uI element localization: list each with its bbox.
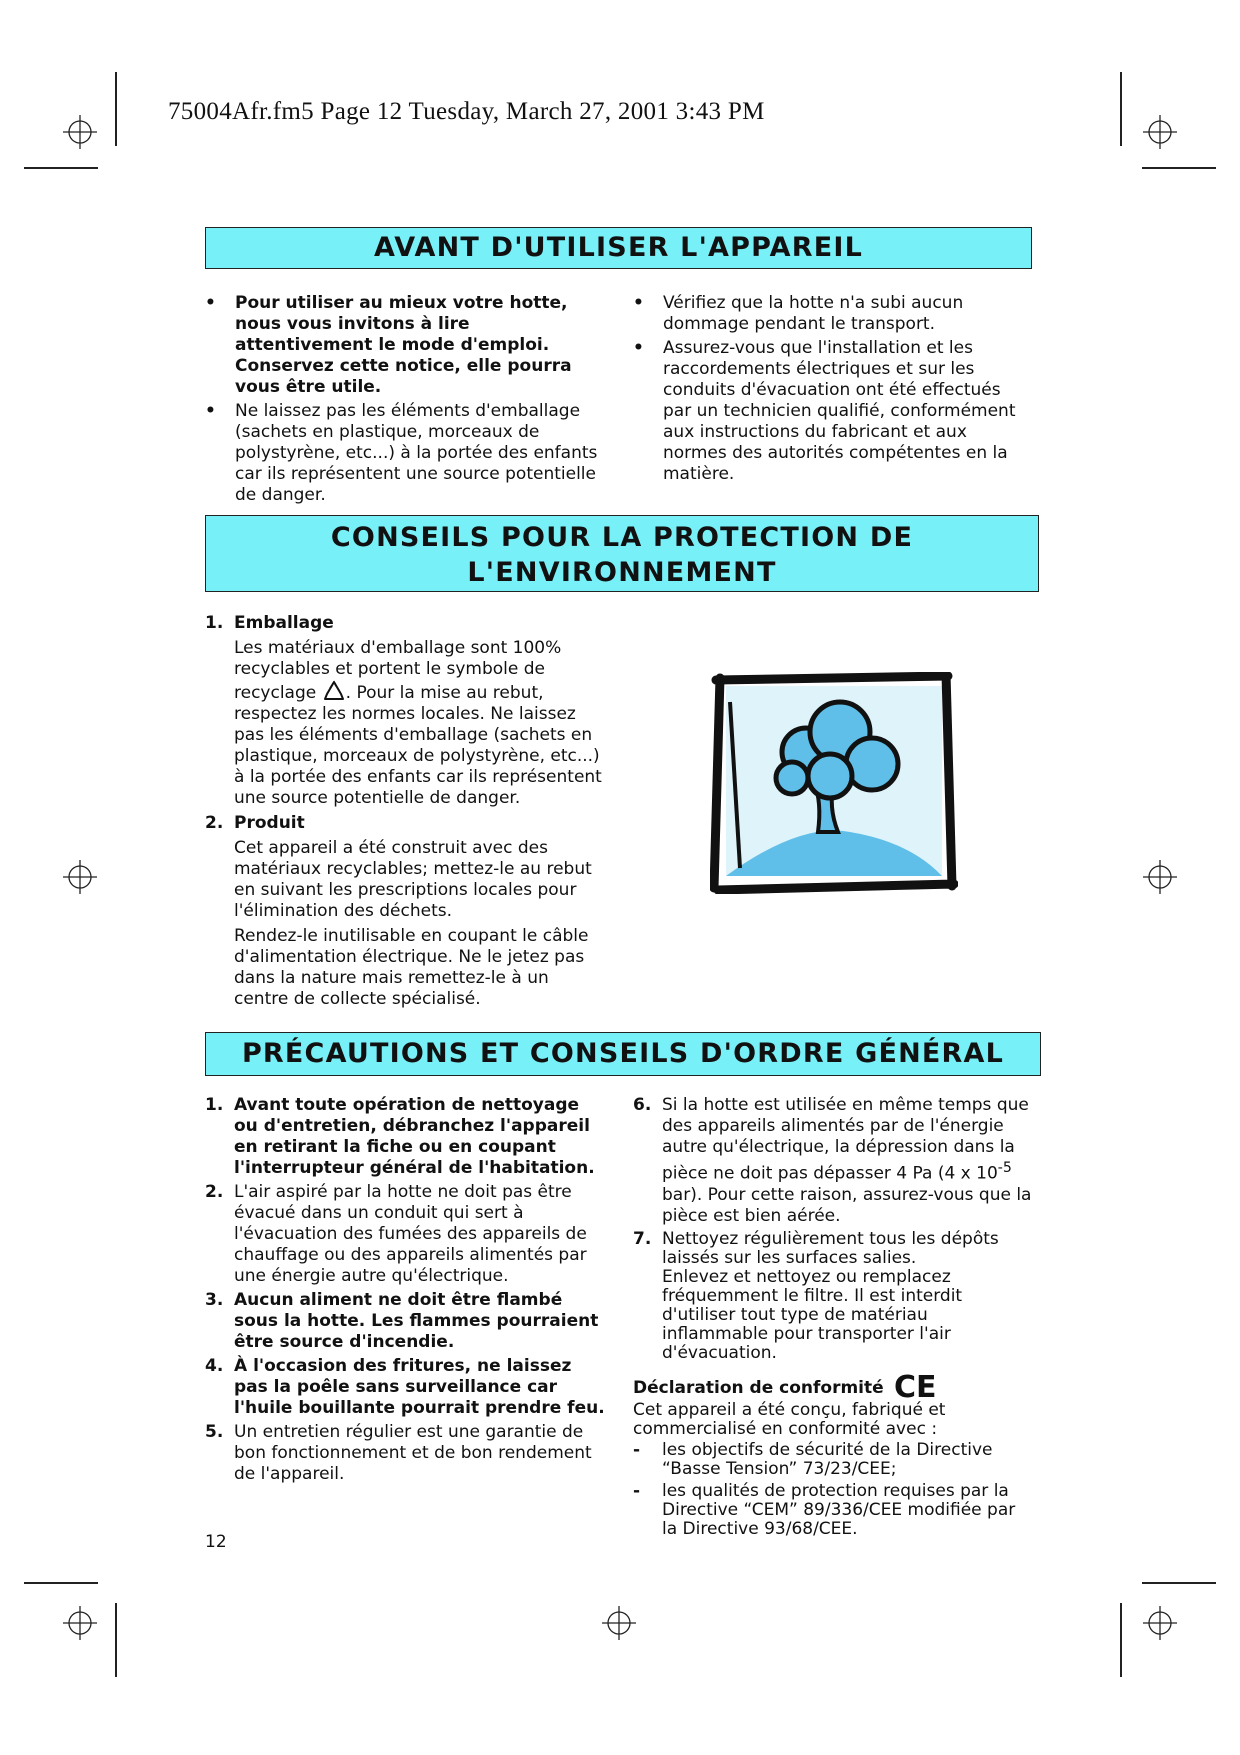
list-item bbox=[205, 401, 605, 506]
item-text: Rendez-le inutilisable en coupant le câble d'alimentation électrique. Ne le jetez pas dans la nature mais remettez-le à un centre de collecte spécialisé. bbox=[234, 926, 589, 1009]
list-item bbox=[205, 1290, 605, 1353]
item-text: L'air aspiré par la hotte ne doit pas être évacué dans un conduit qui sert à l'évacuation des fumées des appareils de chauffage ou des appareils alimentés par une énergie autre qu'électrique. bbox=[234, 1182, 587, 1286]
item-number: 2. bbox=[205, 1182, 224, 1202]
registration-mark-icon bbox=[63, 115, 97, 149]
item-heading: Emballage bbox=[234, 613, 334, 633]
list-item bbox=[633, 338, 1033, 485]
page-number: 12 bbox=[205, 1532, 227, 1552]
section-title-environnement bbox=[205, 515, 1039, 592]
item-number: 6. bbox=[633, 1095, 652, 1115]
item-number: 2. bbox=[205, 813, 224, 833]
item-text: Aucun aliment ne doit être flambé sous la hotte. Les flammes pourraient être source d'incendie. bbox=[234, 1290, 599, 1352]
bullet-icon: • bbox=[633, 293, 644, 313]
item-text: Ne laissez pas les éléments d'emballage (sachets en plastique, morceaux de polystyrène, etc...) à la portée des enfants car ils représentent une source potentielle de danger. bbox=[235, 401, 598, 505]
item-text: Enlevez et nettoyez ou remplacez fréquemment le filtre. Il est interdit d'utiliser tout type de matériau inflammable pour transporter l'air d'évacuation. bbox=[662, 1266, 963, 1363]
item-number: 7. bbox=[633, 1228, 652, 1249]
crop-mark bbox=[115, 1603, 117, 1677]
list-item bbox=[205, 293, 605, 398]
section3-right-column bbox=[633, 1095, 1033, 1542]
registration-mark-icon bbox=[63, 1606, 97, 1640]
item-text: Nettoyez régulièrement tous les dépôts laissés sur les surfaces salies. bbox=[662, 1228, 999, 1268]
crop-mark bbox=[1120, 1603, 1122, 1677]
list-item bbox=[205, 1095, 605, 1179]
title-line: L'ENVIRONNEMENT bbox=[467, 557, 777, 588]
list-item bbox=[633, 293, 1033, 335]
crop-mark bbox=[24, 1582, 98, 1584]
section-title-precautions: PRÉCAUTIONS ET CONSEILS D'ORDRE GÉNÉRAL bbox=[205, 1032, 1041, 1076]
item-number: 1. bbox=[205, 1095, 224, 1115]
section1-right-column bbox=[633, 293, 1033, 488]
registration-mark-icon bbox=[602, 1606, 636, 1640]
declaration-intro: Cet appareil a été conçu, fabriqué et commercialisé en conformité avec : bbox=[633, 1399, 946, 1439]
dash-bullet: - bbox=[633, 1439, 641, 1460]
list-item: 6. Si la hotte est utilisée en même temps que des appareils alimentés par de l'énergie autre qu'électrique, la dépression dans la pièce ne doit pas dépasser 4 Pa (4 x $10^{-5}$ bar). Pour cette raison, assurez-vous que la pièce est bien aérée. bbox=[633, 1095, 1032, 1226]
list-item bbox=[205, 1356, 605, 1419]
item-text: Un entretien régulier est une garantie de bon fonctionnement et de bon rendement de l'appareil. bbox=[234, 1422, 592, 1484]
item-text: Assurez-vous que l'installation et les raccordements électriques et sur les conduits d'évacuation ont été effectués par un technicien qualifié, conformément aux instructions du fabricant et aux normes des autorités compétentes en la matière. bbox=[663, 338, 1016, 484]
title-line: CONSEILS POUR LA PROTECTION DE bbox=[330, 522, 914, 553]
crop-mark bbox=[1142, 1582, 1216, 1584]
item-number: 3. bbox=[205, 1290, 224, 1310]
item-number: 5. bbox=[205, 1422, 224, 1442]
registration-mark-icon bbox=[63, 860, 97, 894]
item-text: les objectifs de sécurité de la Directive “Basse Tension” 73/23/CEE; bbox=[662, 1439, 993, 1479]
item-text: Pour utiliser au mieux votre hotte, nous vous invitons à lire attentivement le mode d'emploi. Conservez cette notice, elle pourra vous être utile. bbox=[235, 293, 572, 397]
item-number: 1. bbox=[205, 613, 224, 633]
item-text: Cet appareil a été construit avec des matériaux recyclables; mettez-le au rebut en suivant les prescriptions locales pour l'élimination des déchets. bbox=[234, 838, 592, 921]
item-number: 4. bbox=[205, 1356, 224, 1376]
crop-mark bbox=[115, 72, 117, 146]
item-text: À l'occasion des fritures, ne laissez pas la poêle sans surveillance car l'huile bouillante pourrait prendre feu. bbox=[234, 1356, 605, 1418]
dash-bullet: - bbox=[633, 1480, 641, 1501]
list-item bbox=[633, 1482, 1033, 1539]
crop-mark bbox=[1120, 72, 1122, 146]
environment-tree-icon bbox=[710, 672, 958, 894]
declaration-of-conformity bbox=[633, 1371, 1033, 1539]
list-item bbox=[205, 1182, 605, 1287]
crop-mark bbox=[1142, 167, 1216, 169]
registration-mark-icon bbox=[1143, 860, 1177, 894]
item-heading: Produit bbox=[234, 813, 305, 833]
svg-text:CE: CE bbox=[893, 1370, 937, 1401]
item-text: les qualités de protection requises par la Directive “CEM” 89/336/CEE modifiée par la Directive 93/68/CEE. bbox=[662, 1480, 1016, 1539]
bullet-icon: • bbox=[205, 401, 216, 421]
recycling-icon bbox=[322, 680, 346, 702]
section2-text-column bbox=[205, 613, 605, 1014]
bullet-icon: • bbox=[205, 293, 216, 313]
item-text: Vérifiez que la hotte n'a subi aucun dommage pendant le transport. bbox=[663, 293, 964, 334]
item-text: Les matériaux d'emballage sont 100% recyclables et portent le symbole de recyclage . Pour la mise au rebut, respectez les normes locales. Ne laissez pas les éléments d'emballage (sachets en plastique, morceaux de polystyrène, etc...) à la portée des enfants car ils représentent une source potentielle de danger. bbox=[234, 638, 602, 808]
crop-mark bbox=[24, 167, 98, 169]
section-title-avant: AVANT D'UTILISER L'APPAREIL bbox=[205, 227, 1032, 269]
list-item bbox=[205, 813, 605, 1010]
declaration-heading: Déclaration de conformité CE bbox=[633, 1371, 1033, 1401]
ce-mark-icon bbox=[894, 1371, 940, 1401]
registration-mark-icon bbox=[1143, 1606, 1177, 1640]
list-item bbox=[633, 1441, 1033, 1479]
print-header: 75004Afr.fm5 Page 12 Tuesday, March 27, 2001 3:43 PM bbox=[168, 98, 765, 125]
section1-left-column bbox=[205, 293, 605, 509]
registration-mark-icon bbox=[1143, 115, 1177, 149]
item-text: Avant toute opération de nettoyage ou d'entretien, débranchez l'appareil en retirant la fiche ou en coupant l'interrupteur général de l'habitation. bbox=[234, 1095, 595, 1178]
list-item bbox=[633, 1230, 1033, 1363]
list-item bbox=[205, 1422, 605, 1485]
bullet-icon: • bbox=[633, 338, 644, 358]
list-item bbox=[205, 613, 605, 809]
section3-left-column bbox=[205, 1095, 605, 1488]
